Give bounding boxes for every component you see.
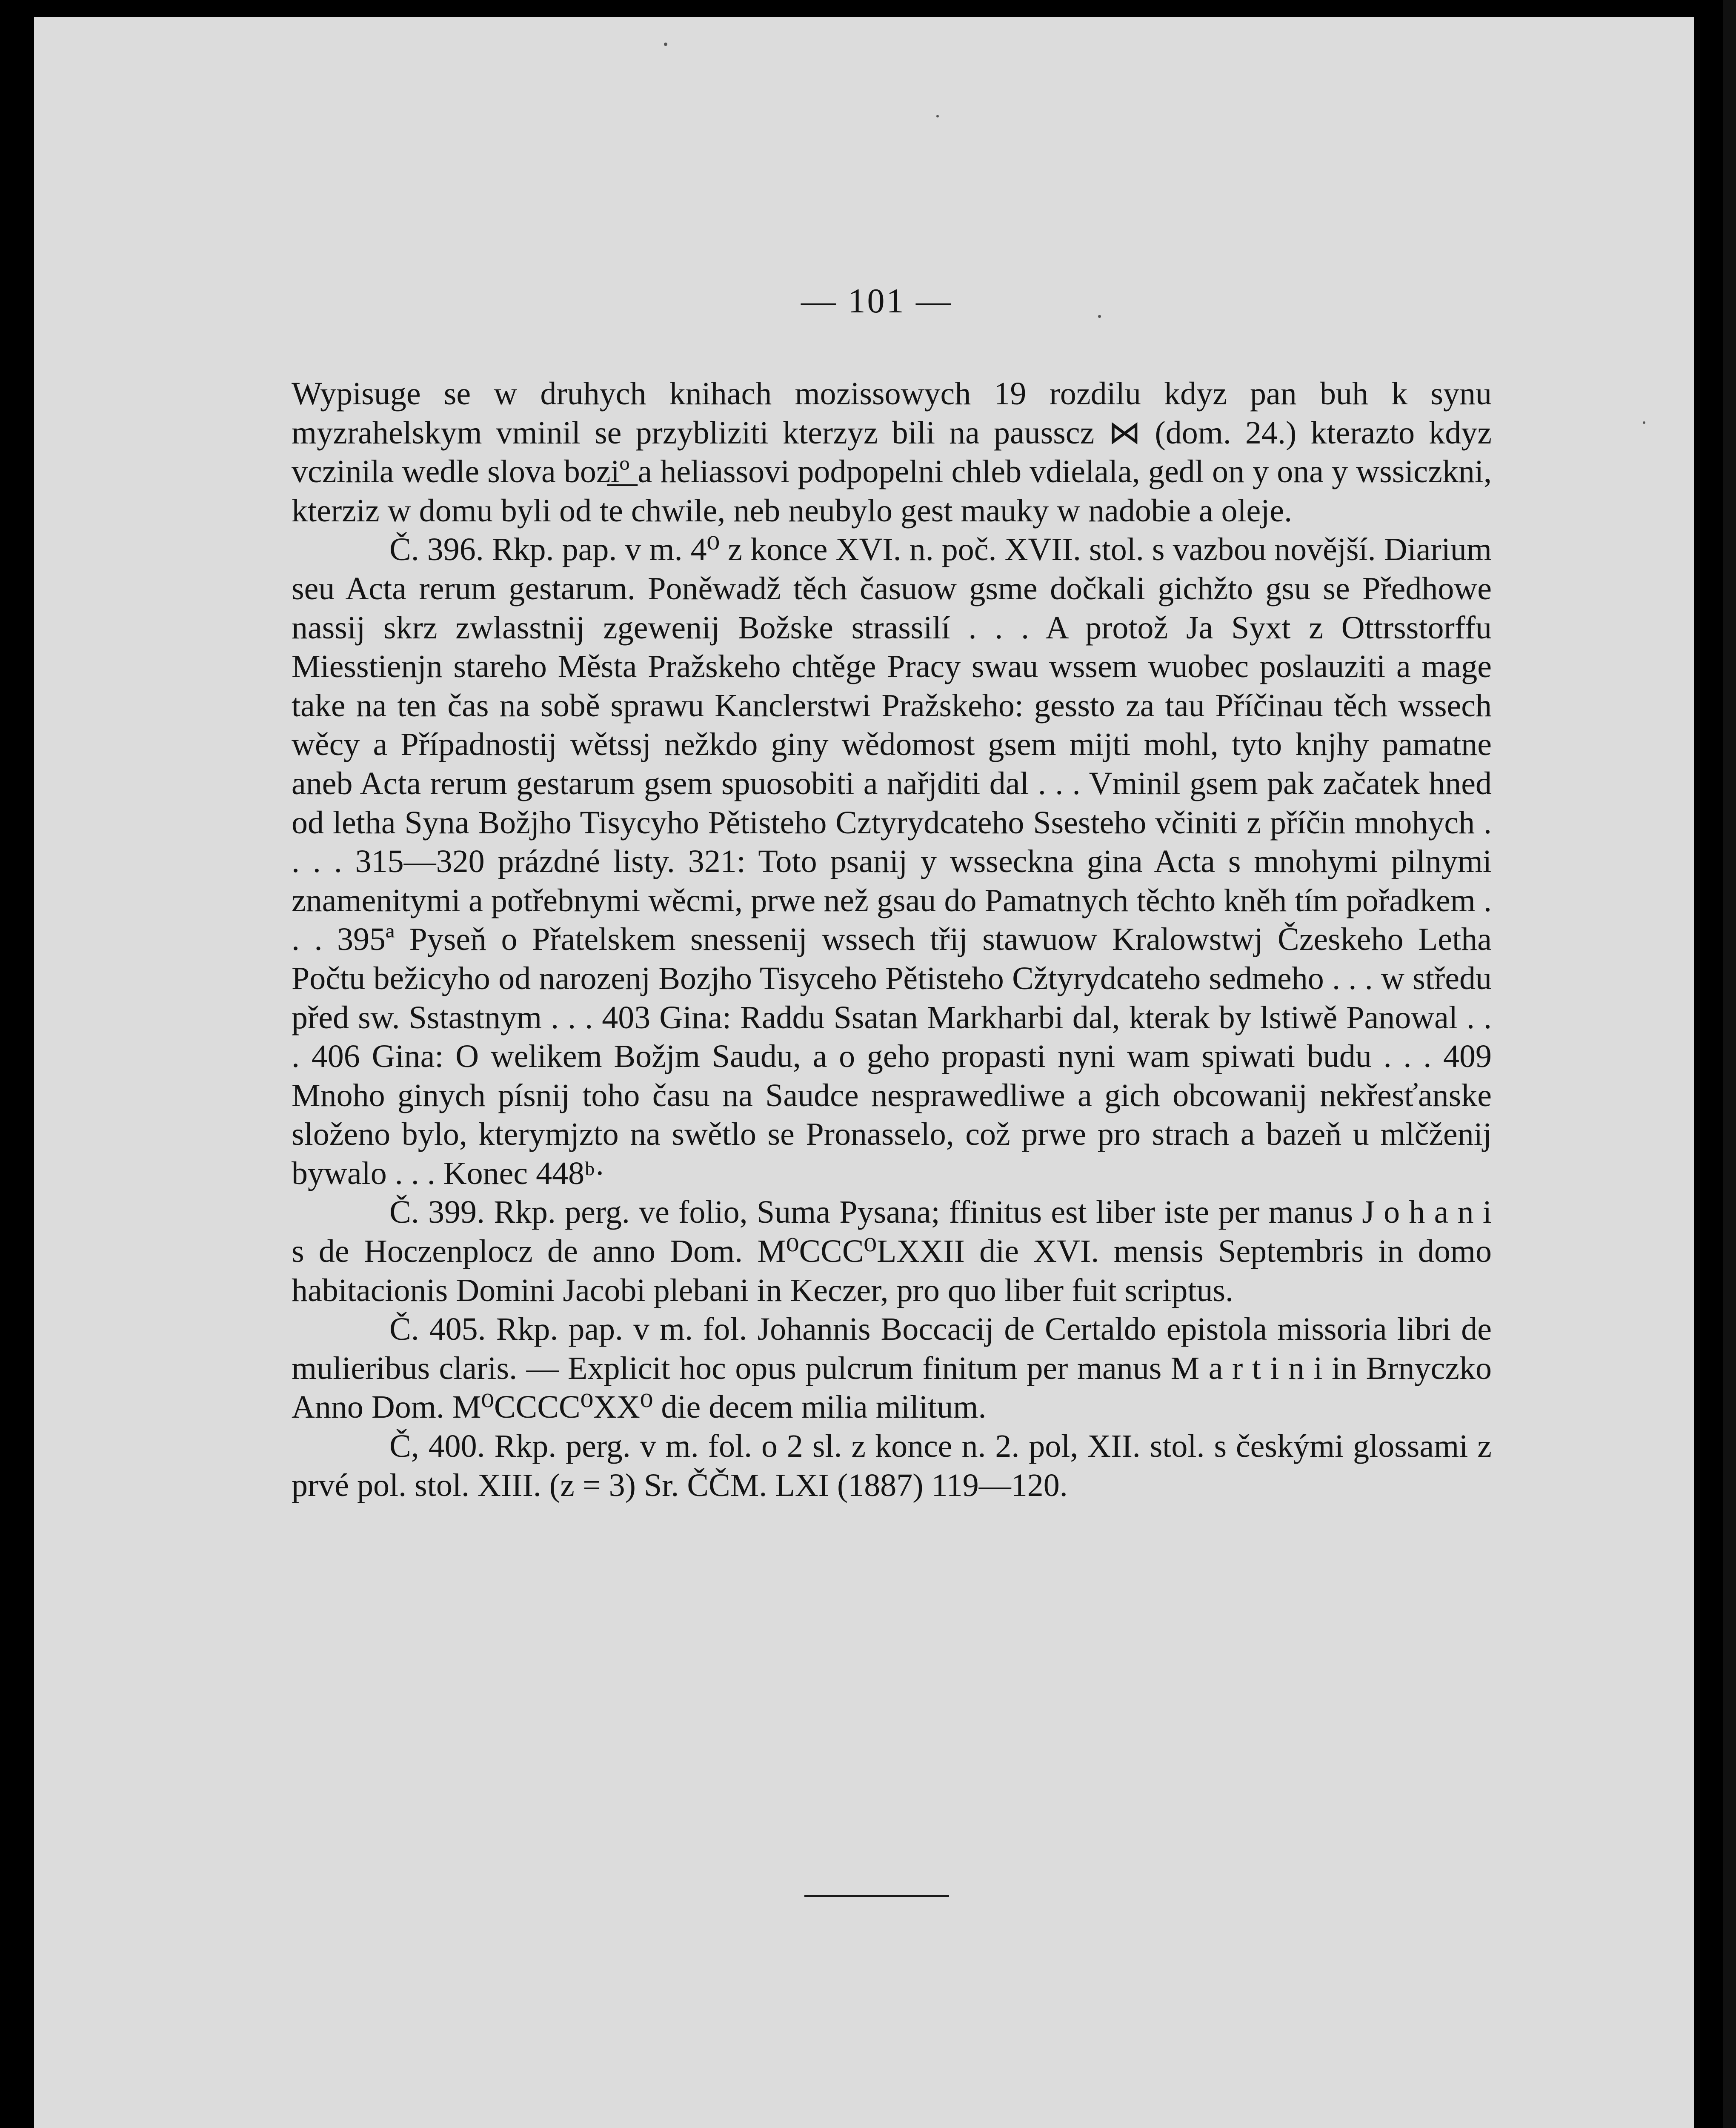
paragraph: Č, 400. Rkp. perg. v m. fol. o 2 sl. z konce n. 2. pol, XII. stol. s českými glossami z prvé pol. stol. XIII. (z = 3) Sr. ČČM. LXI (1887) 119—120. xyxy=(292,1428,1492,1503)
page-number: — 101 — xyxy=(801,281,952,320)
scan-edge xyxy=(1723,0,1736,2128)
dust-speck xyxy=(1643,421,1645,424)
dust-speck xyxy=(1098,315,1101,318)
paragraph: Č. 399. Rkp. perg. ve folio, Suma Pysana; ffinitus est liber iste per manus J o h a n i s de Hoczenplocz de anno Dom. M⁰CCC⁰LXXII die XVI. mensis Septembris in domo habitacionis Domini Jacobi plebani in Keczer, pro quo liber fuit scriptus. xyxy=(292,1194,1492,1308)
dust-speck xyxy=(936,115,939,117)
body-text xyxy=(292,375,1492,1505)
closing-rule xyxy=(804,1895,949,1897)
paragraph: Č. 405. Rkp. pap. v m. fol. Johannis Boccacij de Certaldo epistola missoria libri de mulieribus claris. — Explicit hoc opus pulcrum finitum per manus M a r t i n i in Brnyczko Anno Dom. M⁰CCCC⁰XX⁰ die decem milia militum. xyxy=(292,1311,1492,1425)
dust-speck xyxy=(664,43,667,46)
paragraph: Wypisuge se w druhych knihach mozissowych 19 rozdilu kdyz pan buh k synu myzrahelskym vminil se przybliziti kterzyz bili na pausscz ⋈ (dom. 24.) kterazto kdyz vczinila wedle slova bozi̲º̲ a heliassovi podpopelni chleb vdielala, gedl on y ona y wssiczkni, kterziz w domu byli od te chwile, neb neubylo gest mauky w nadobie a oleje. xyxy=(292,376,1492,529)
paragraph: Č. 396. Rkp. pap. v m. 4⁰ z konce XVI. n. poč. XVII. stol. s vazbou novější. Diarium seu Acta rerum gestarum. Poněwadž těch časuow gsme dočkali gichžto gsu se Předhowe nassij skrz zwlasstnij zgewenij Božske strassilí . . . A protož Ja Syxt z Ottrsstorffu Miesstienjn stareho Města Pražskeho chtěge Pracy swau wssem wuobec poslauziti a mage take na ten čas na sobě sprawu Kanclerstwi Pražskeho: gessto za tau Příčinau těch wssech wěcy a Případnostij wětssj nežkdo giny wědomost gsem mijti mohl, tyto knjhy pamatne aneb Acta rerum gestarum gsem spuosobiti a nařjditi dal . . . Vminil gsem pak začatek hned od letha Syna Božjho Tisycyho Pětisteho Cztyrydcateho Ssesteho včiniti z příčin mnohych . . . . 315—320 prázdné listy. 321: Toto psanij y wsseckna gina Acta s mnohymi pilnymi znamenitymi a potřebnymi wěcmi, prwe než gsau do Pamatnych těchto kněh tím pořadkem . . . 395ª Pyseň o Přatelskem snessenij wssech třij stawuow Kralowstwj Čzeskeho Letha Počtu bežicyho od narozenj Bozjho Tisyceho Pětisteho Cžtyrydcateho sedmeho . . . w středu před sw. Sstastnym . . . 403 Gina: Raddu Ssatan Markharbi dal, kterak by lstiwě Panowal . . . 406 Gina: O welikem Božjm Saudu, a o geho propasti nyni wam spiwati budu . . . 409 Mnoho ginych písnij toho času na Saudce nesprawedliwe a gich obcowanij nekřesťanske složeno bylo, kterymjzto na swětlo se Pronasselo, což prwe pro strach a bazeň u mlčženij bywalo . . . Konec 448ᵇ· xyxy=(292,532,1492,1191)
